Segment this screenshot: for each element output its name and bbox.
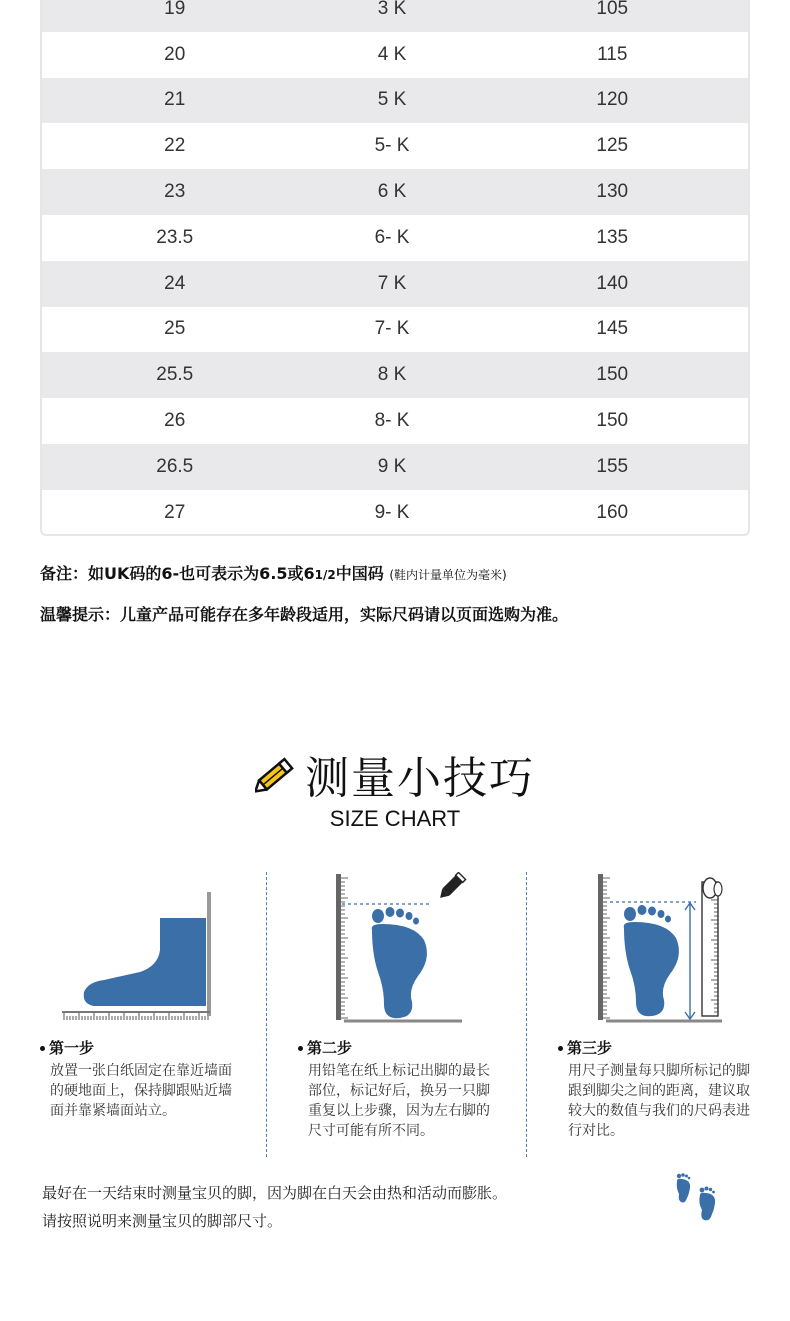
- cn-size-cell: 25: [164, 318, 186, 340]
- length-mm-cell: 150: [596, 410, 629, 432]
- cn-size-cell: 22: [164, 135, 186, 157]
- length-mm-cell: 145: [596, 318, 629, 340]
- table-row: [42, 32, 748, 78]
- size-table: [40, 0, 750, 536]
- remark-fraction: 1/2: [314, 568, 336, 582]
- cn-size-cell: 25.5: [156, 364, 194, 386]
- cn-size-cell: 21: [164, 89, 186, 111]
- table-row: [42, 398, 748, 444]
- length-mm-cell: 115: [597, 43, 628, 65]
- uk-size-cell: 5 K: [377, 89, 407, 111]
- uk-size-cell: 4 K: [377, 43, 407, 65]
- step-one-text: 放置一张白纸固定在靠近墙面的硬地面上，保持脚跟贴近墙面并靠紧墙面站立。: [50, 1063, 232, 1119]
- table-row: [42, 490, 748, 536]
- step-divider: [266, 872, 267, 1157]
- uk-size-cell: 7- K: [374, 318, 410, 340]
- table-row: [42, 0, 748, 32]
- cn-size-cell: 19: [164, 0, 186, 19]
- uk-size-cell: 6- K: [374, 226, 410, 248]
- table-row: [42, 444, 748, 490]
- step-three-text: 用尺子测量每只脚所标记的脚跟到脚尖之间的距离，建议取较大的数值与我们的尺码表进行对比。: [568, 1063, 750, 1139]
- uk-size-cell: 8 K: [377, 364, 407, 386]
- page-subtitle: SIZE CHART: [329, 806, 461, 831]
- cn-size-cell: 23: [164, 181, 186, 203]
- step-two-title: 第二步: [298, 1037, 352, 1058]
- footer-line-1: 最好在一天结束时测量宝贝的脚，因为脚在白天会由热和活动而膨胀。: [42, 1184, 508, 1202]
- section-heading: [0, 742, 790, 806]
- step-one-title: 第一步: [40, 1037, 94, 1058]
- uk-size-cell: 6 K: [377, 181, 407, 203]
- uk-size-cell: 9- K: [374, 501, 410, 523]
- step-three-illustration: [590, 872, 730, 1027]
- remark-text: 如UK码的6-也可表示为6.5或6: [88, 564, 315, 583]
- remark-label: 备注：: [40, 564, 89, 583]
- table-row: [42, 307, 748, 353]
- tip-note: [40, 602, 568, 625]
- step-two-illustration: [328, 872, 478, 1027]
- length-mm-cell: 135: [596, 226, 629, 248]
- length-mm-cell: 160: [596, 501, 629, 523]
- table-row: [42, 78, 748, 124]
- length-mm-cell: 150: [596, 364, 629, 386]
- remark-note: [40, 561, 507, 584]
- length-mm-cell: 155: [596, 455, 629, 477]
- cn-size-cell: 23.5: [156, 226, 194, 248]
- footer-line-2: 请按照说明来测量宝贝的脚部尺寸。: [42, 1212, 283, 1230]
- uk-size-cell: 5- K: [374, 135, 410, 157]
- cn-size-cell: 20: [164, 43, 186, 65]
- table-row: [42, 215, 748, 261]
- table-row: [42, 123, 748, 169]
- pencil-icon: [255, 754, 297, 794]
- bullet-dot: [558, 1046, 563, 1051]
- tip-label: 温馨提示：: [40, 605, 121, 624]
- cn-size-cell: 26: [164, 410, 186, 432]
- length-mm-cell: 125: [596, 135, 629, 157]
- length-mm-cell: 120: [596, 89, 629, 111]
- step-divider: [526, 872, 527, 1157]
- pencil-marker-icon: [437, 872, 466, 901]
- length-mm-cell: 130: [596, 181, 629, 203]
- uk-size-cell: 3 K: [377, 0, 407, 19]
- length-mm-cell: 140: [596, 272, 629, 294]
- bullet-dot: [298, 1046, 303, 1051]
- remark-unit-note: (鞋内计量单位为毫米): [389, 568, 507, 582]
- cn-size-cell: 27: [164, 501, 186, 523]
- uk-size-cell: 8- K: [374, 410, 410, 432]
- uk-size-cell: 7 K: [377, 272, 407, 294]
- remark-tail: 中国码: [335, 564, 384, 583]
- length-mm-cell: 105: [596, 0, 629, 19]
- step-one-illustration: [60, 888, 220, 1026]
- uk-size-cell: 9 K: [377, 455, 407, 477]
- step-three-title: 第三步: [558, 1037, 612, 1058]
- step-two-text: 用铅笔在纸上标记出脚的最长部位，标记好后，换另一只脚重复以上步骤，因为左右脚的尺寸可能有所不同。: [308, 1063, 490, 1139]
- cn-size-cell: 26.5: [156, 455, 194, 477]
- tip-text: 儿童产品可能存在多年龄段适用，实际尺码请以页面选购为准。: [120, 605, 569, 624]
- table-row: [42, 352, 748, 398]
- page-title: 测量小技巧: [305, 753, 535, 804]
- table-row: [42, 169, 748, 215]
- cn-size-cell: 24: [164, 272, 186, 294]
- bullet-dot: [40, 1046, 45, 1051]
- footprints-icon: [672, 1172, 724, 1228]
- table-row: [42, 261, 748, 307]
